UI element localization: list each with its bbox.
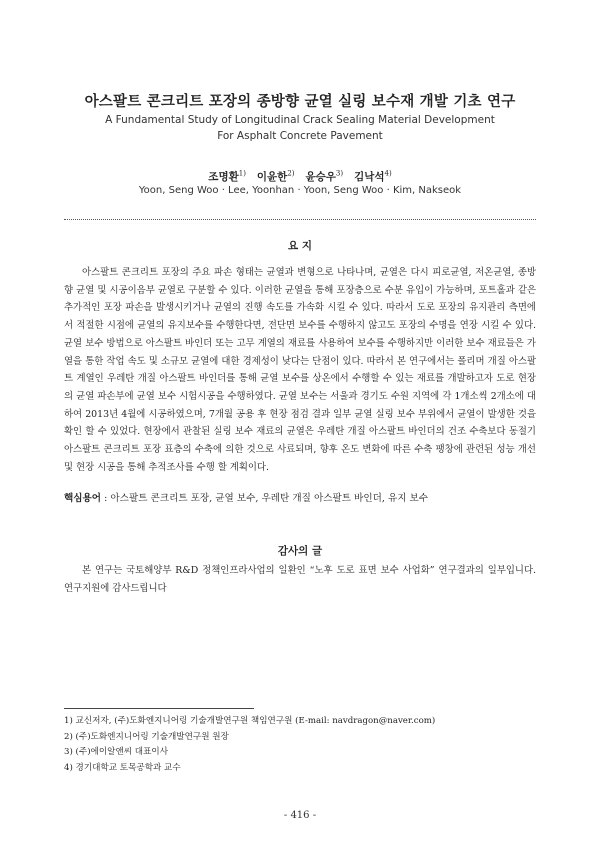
footnote-rule xyxy=(64,708,254,709)
paper-title-english xyxy=(60,112,540,144)
footnotes xyxy=(64,714,536,776)
author-mark: 4) xyxy=(384,169,392,178)
acknowledgment-heading: 감사의 글 xyxy=(277,545,323,557)
paper-title-english-line1: A Fundamental Study of Longitudinal Crack Sealing Material Development xyxy=(105,114,495,126)
author-mark: 3) xyxy=(335,169,344,178)
keywords-text: : 아스팔트 콘크리트 포장, 균열 보수, 우레탄 개질 아스팔트 바인더, 유지 보수 xyxy=(101,493,429,504)
footnote-item: 3) (주)에이알앤씨 대표이사 xyxy=(64,747,169,757)
header-divider xyxy=(64,219,536,220)
footnote-item: 1) 교신저자, (주)도화엔지니어링 기술개발연구원 책임연구원 (E-mail: navdragon@naver.com) xyxy=(64,716,436,726)
abstract-heading: 요 지 xyxy=(288,240,312,252)
keywords-label: 핵심용어 xyxy=(64,493,102,504)
footnote-item: 4) 경기대학교 토목공학과 교수 xyxy=(64,762,181,773)
keywords-line xyxy=(64,490,536,504)
author-name: 이윤한 xyxy=(256,171,288,183)
author-name: 김낙석 xyxy=(354,171,385,183)
authors-english: Yoon, Seng Woo · Lee, Yoonhan · Yoon, Seng Woo · Kim, Nakseok xyxy=(138,185,462,196)
page-number: - 416 - xyxy=(283,810,317,821)
author-mark: 1) xyxy=(238,169,246,178)
authors-korean xyxy=(60,169,540,184)
paper-title-korean: 아스팔트 콘크리트 포장의 종방향 균열 실링 보수재 개발 기초 연구 xyxy=(84,93,516,110)
author-name: 조명환 xyxy=(208,171,239,183)
author-mark: 2) xyxy=(287,169,295,178)
author-name: 윤승우 xyxy=(305,171,336,183)
paper-title-english-line2: For Asphalt Concrete Pavement xyxy=(217,130,383,142)
footnote-item: 2) (주)도화엔지니어링 기술개발연구원 원장 xyxy=(64,731,229,742)
acknowledgment-text: 본 연구는 국토해양부 R&D 정책인프라사업의 일환인 “노후 도로 표면 보수 사업화” 연구결과의 일부입니다. 연구지원에 감사드립니다 xyxy=(64,565,536,594)
abstract-text: 아스팔트 콘크리트 포장의 주요 파손 형태는 균열과 변형으로 나타나며, 균열은 다시 피로균열, 저온균열, 종방향 균열 및 시공이음부 균열로 구분할 수 있다. 이러한 균열을 통해 포장층으로 수분 유입이 가능하며, 포트홀과 같은 추가적인 포장 파손을 발생시키거나 균열의 진행 속도를 가속화 시킬 수 있다. 따라서 도로 포장의 유지관리 측면에서 적절한 시점에 균열의 유지보수를 수행한다면, 전단면 보수를 수행하지 않고도 포장의 수명을 연장 시킬 수 있다. 균열 보수 방법으로 아스팔트 바인더 또는 고무 계열의 재료를 사용하여 보수를 수행하지만 이러한 보수 재료들은 가열을 통한 작업 속도 및 소규모 균열에 대한 경제성이 낮다는 단점이 있다. 따라서 본 연구에서는 폴리머 개질 아스팔트 계열인 우레탄 개질 아스팔트 바인더를 통해 균열 보수를 상온에서 수행할 수 있는 재료를 개발하고자 도로 현장의 균열 파손부에 균열 보수 시험시공을 수행하였다. 균열 보수는 서울과 경기도 수원 지역에 각 1개소씩 2개소에 대하여 2013년 4월에 시공하였으며, 7개월 공용 후 현장 점검 결과 일부 균열 실링 보수 부위에서 균열이 발생한 것을 확인 할 수 있었다. 현장에서 관찰된 실링 보수 재료의 균열은 우레탄 개질 아스팔트 바인더의 건조 수축보다 동절기 아스팔트 콘크리트 포장 표층의 수축에 의한 것으로 사료되며, 향후 온도 변화에 따른 수축 팽창에 관련된 성능 개선 및 현장 시공을 통해 추적조사를 수행 할 계획이다. xyxy=(64,267,536,473)
